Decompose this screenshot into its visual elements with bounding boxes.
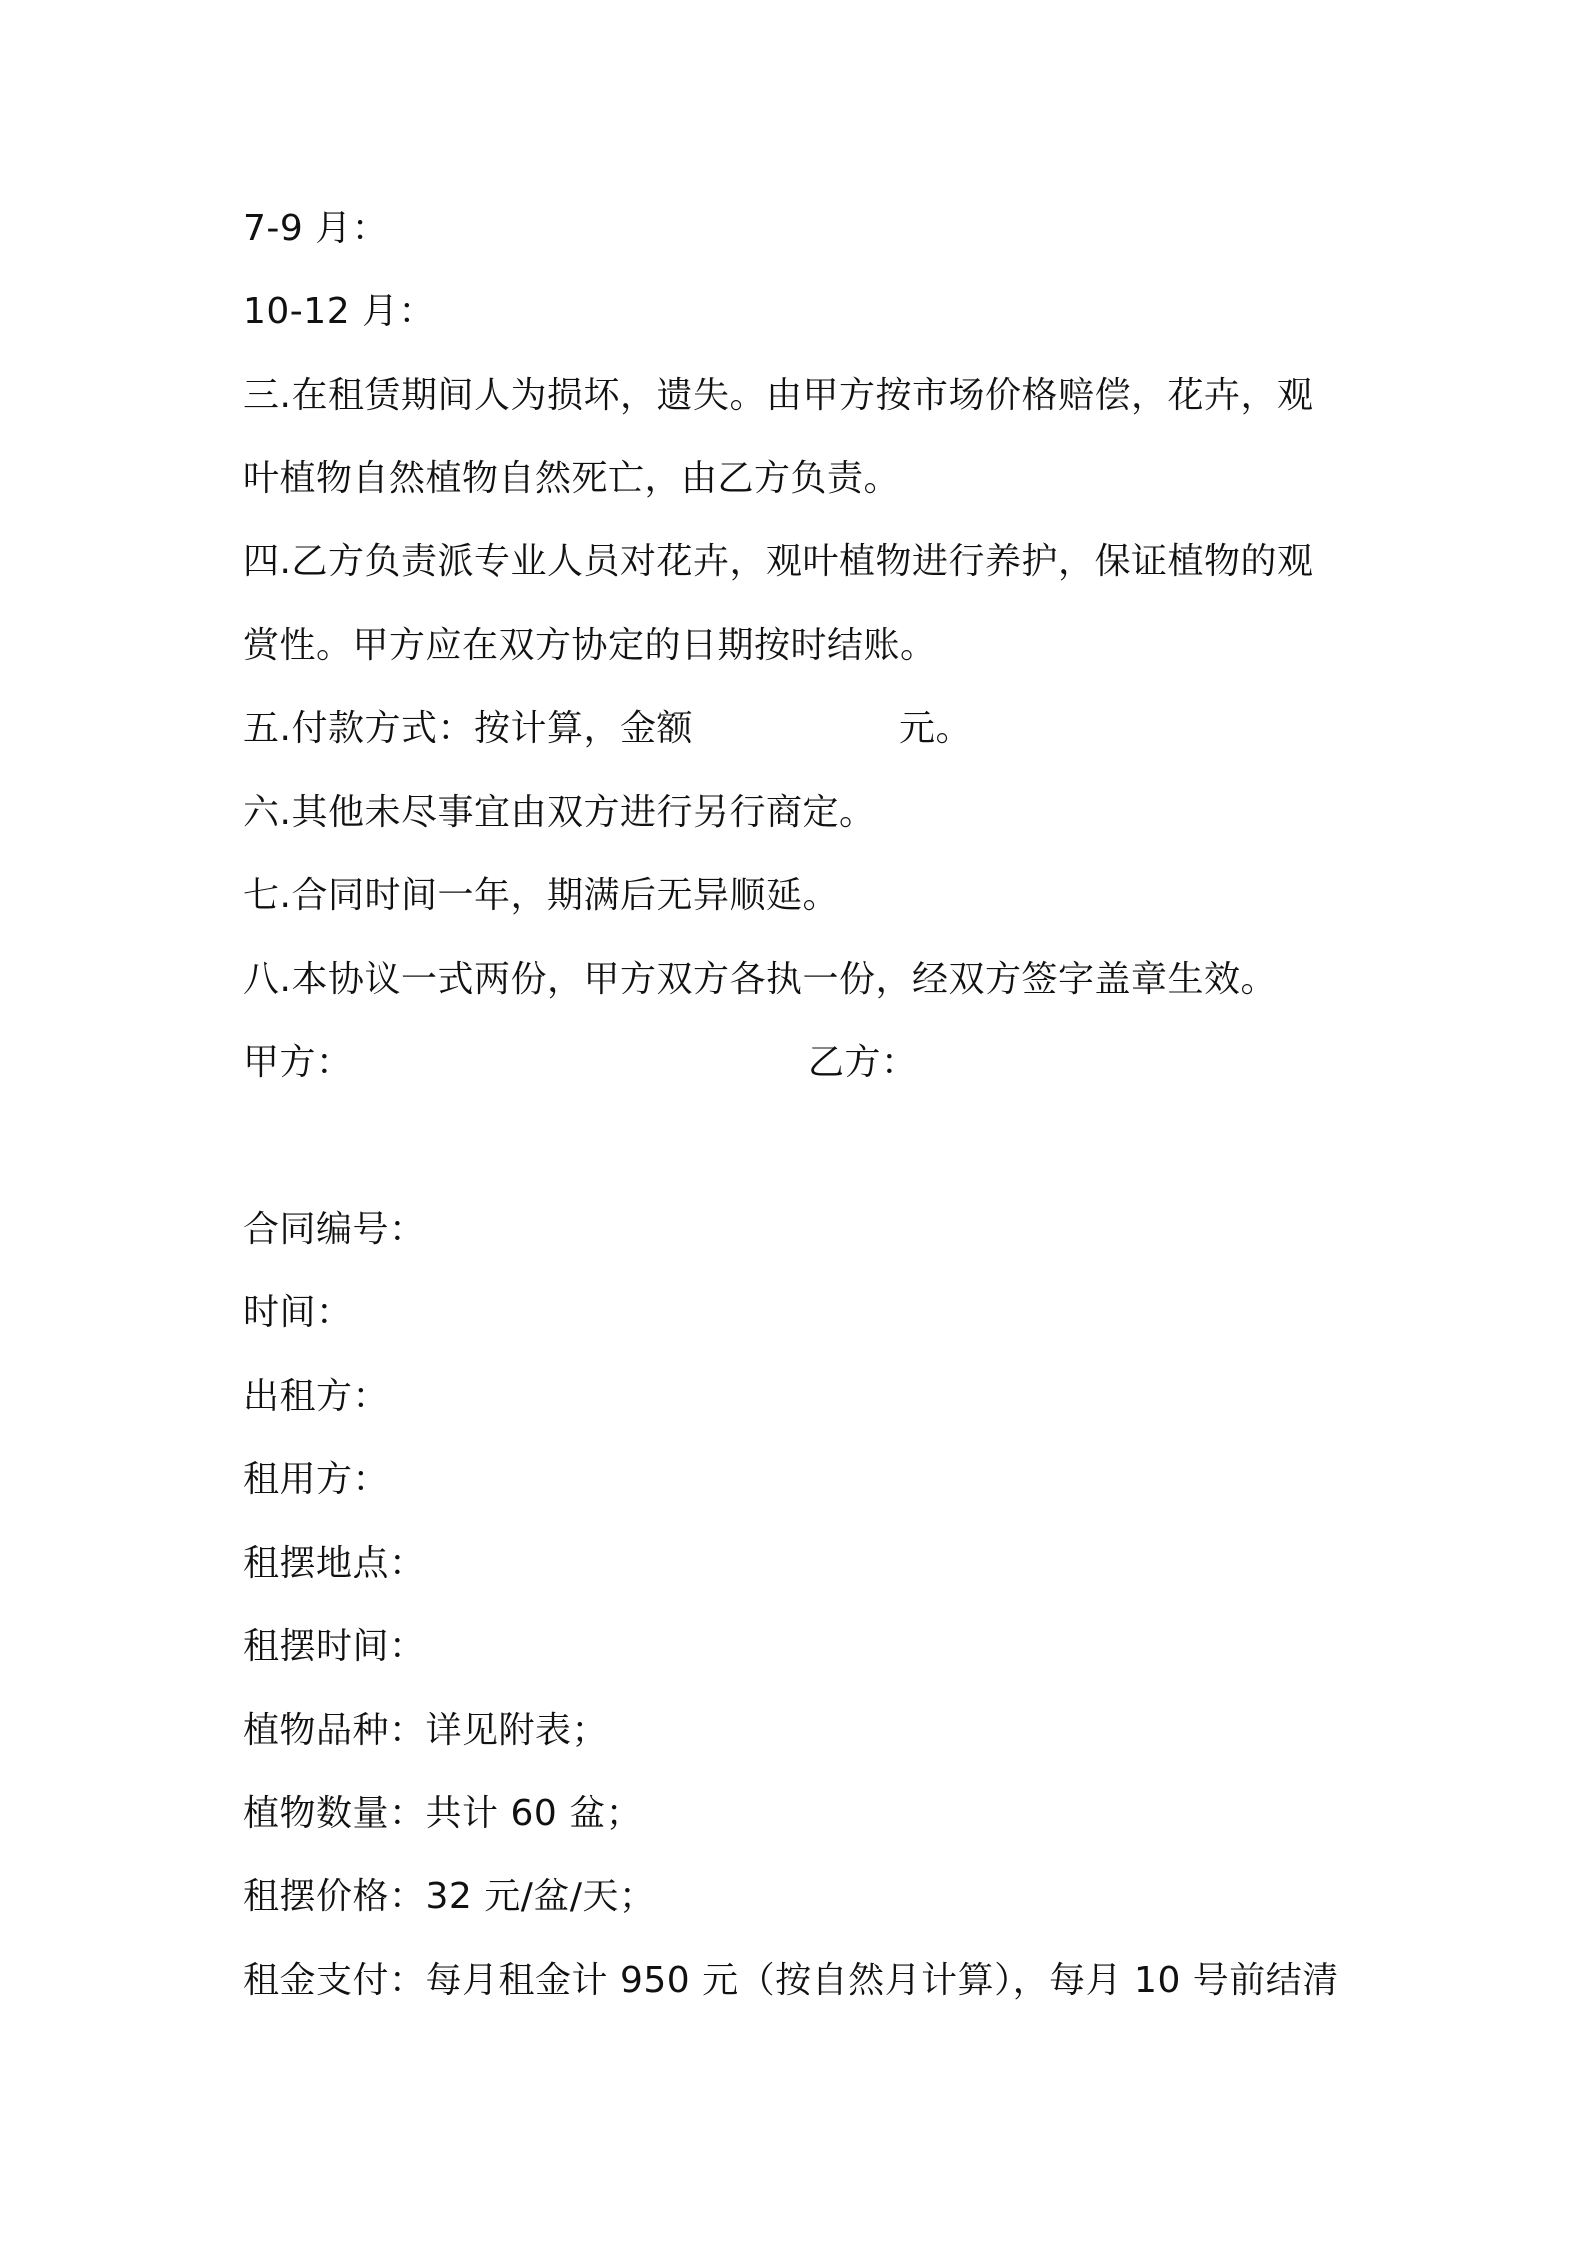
clause-5-payment: [243, 707, 972, 751]
text-line-oct-dec: 10-12 月：: [243, 291, 436, 332]
payment-prefix: 五.付款方式：按计算，金额: [243, 708, 693, 749]
field-rent-payment: 租金支付：每月租金计 950 元（按自然月计算），每月 10 号前结清: [243, 1960, 1339, 2001]
field-rental-price: 租摆价格：32 元/盆/天；: [243, 1876, 656, 1917]
field-contract-number: 合同编号：: [243, 1209, 426, 1250]
payment-suffix: 元。: [898, 708, 972, 749]
field-plant-variety: 植物品种：详见附表；: [243, 1710, 609, 1751]
clause-4-line-1: 四.乙方负责派专业人员对花卉，观叶植物进行养护，保证植物的观: [243, 541, 1314, 582]
field-lessor: 出租方：: [243, 1376, 390, 1417]
field-rental-time: 租摆时间：: [243, 1626, 426, 1667]
signature-party-b: 乙方：: [808, 1042, 918, 1083]
clause-3-line-1: 三.在租赁期间人为损坏，遗失。由甲方按市场价格赔偿，花卉，观: [243, 375, 1314, 416]
field-time: 时间：: [243, 1292, 353, 1333]
clause-8: 八.本协议一式两份，甲方双方各执一份，经双方签字盖章生效。: [243, 959, 1277, 1000]
clause-6: 六.其他未尽事宜由双方进行另行商定。: [243, 792, 876, 833]
signature-party-a: 甲方：: [243, 1042, 353, 1083]
clause-3-line-2: 叶植物自然植物自然死亡，由乙方负责。: [243, 458, 901, 499]
field-rental-location: 租摆地点：: [243, 1543, 426, 1584]
field-lessee: 租用方：: [243, 1459, 390, 1500]
text-line-jul-sep: 7-9 月：: [243, 208, 389, 249]
clause-7: 七.合同时间一年，期满后无异顺延。: [243, 875, 839, 916]
field-plant-quantity: 植物数量：共计 60 盆；: [243, 1793, 643, 1834]
clause-4-line-2: 赏性。甲方应在双方协定的日期按时结账。: [243, 625, 937, 666]
